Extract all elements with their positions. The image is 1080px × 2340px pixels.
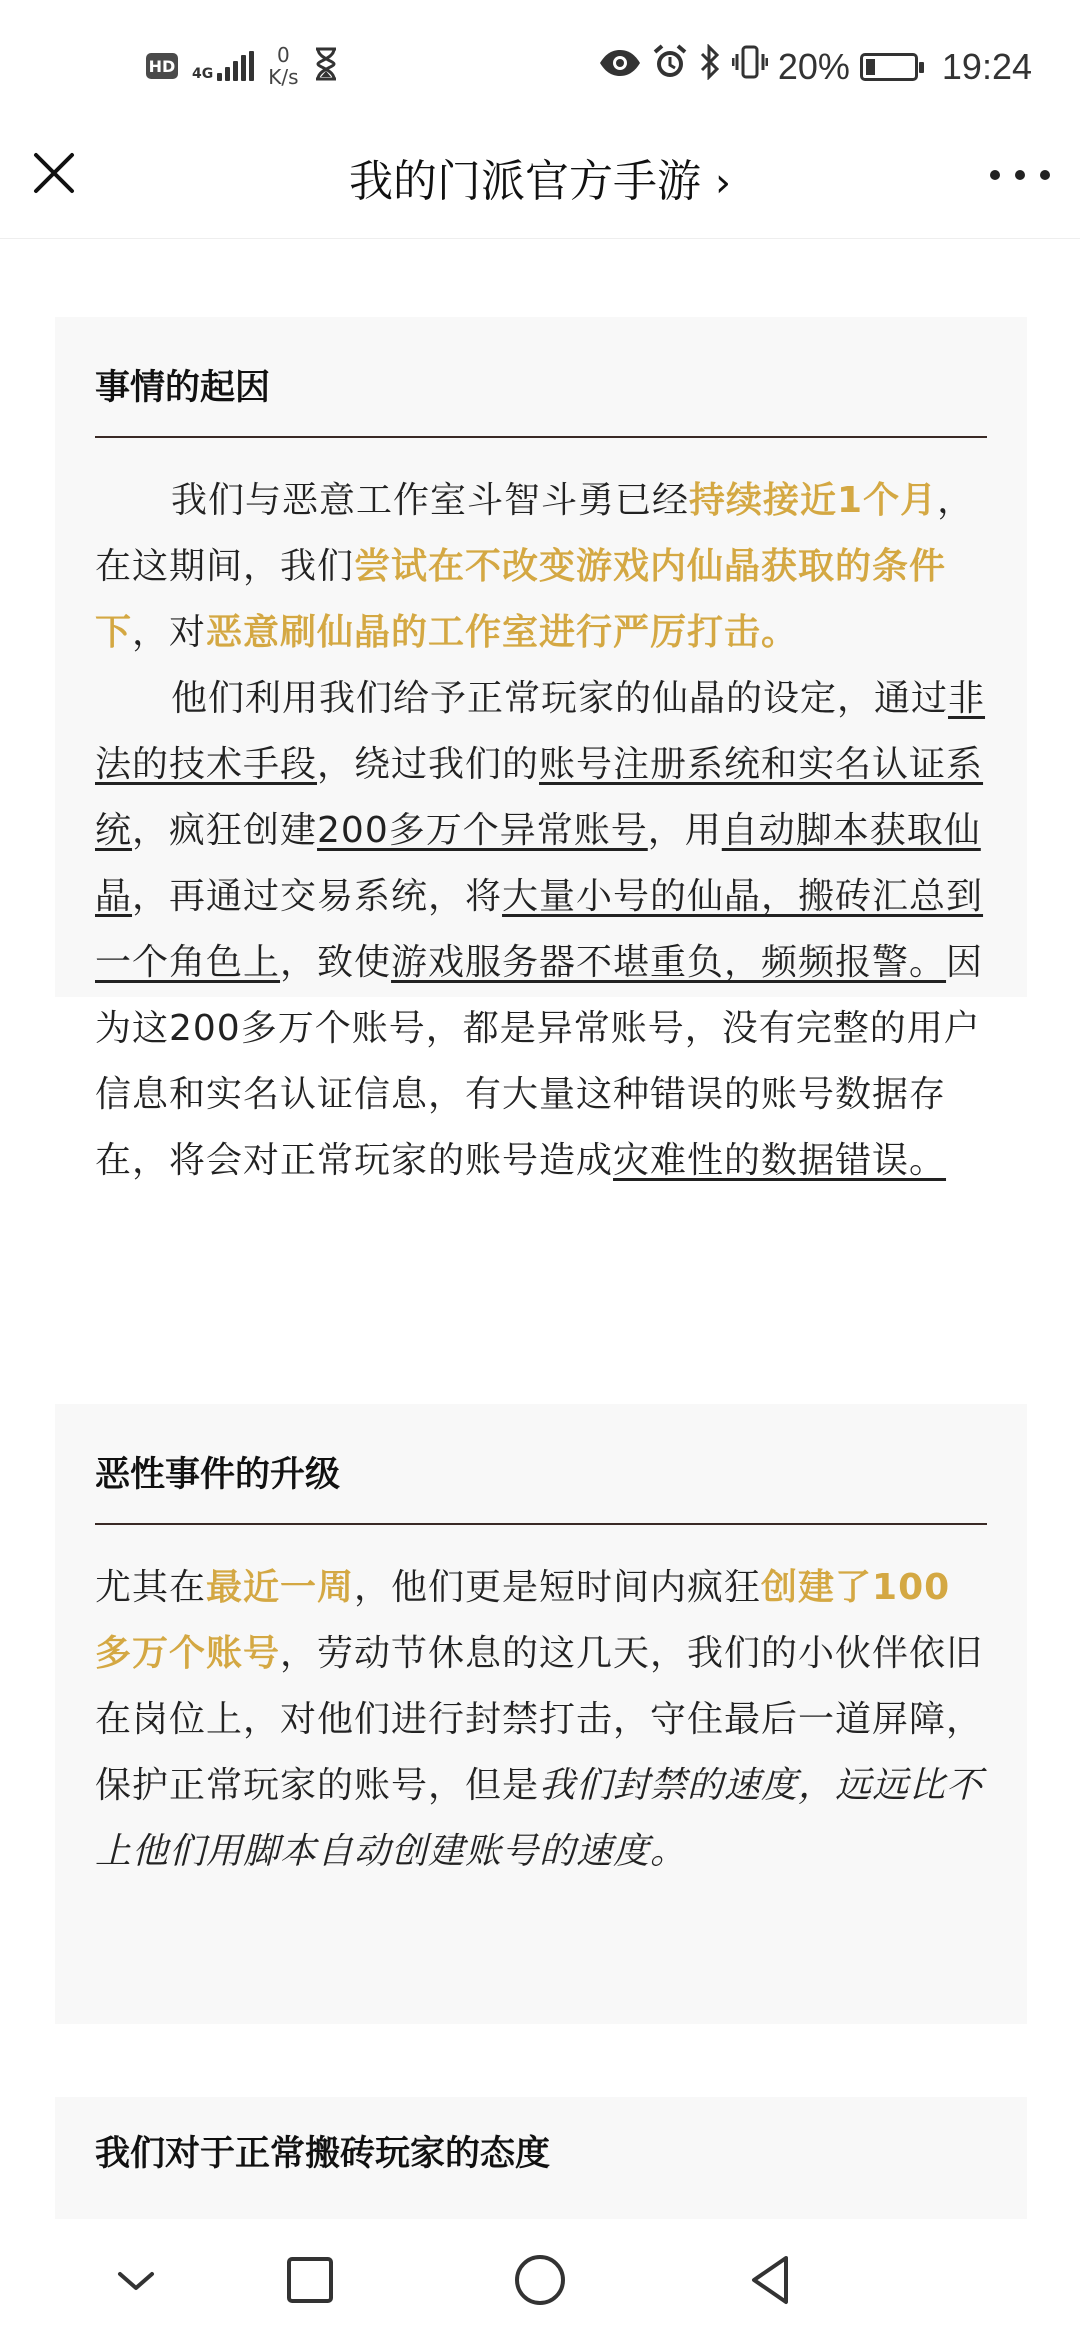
network-type: 4G	[192, 66, 214, 82]
page-title[interactable]	[0, 145, 1080, 209]
paragraph: 他们利用我们给予正常玩家的仙晶的设定，通过非法的技术手段，绕过我们的账号注册系统和实名认证系统，疯狂创建200多万个异常账号，用自动脚本获取仙晶，再通过交易系统，将大量小号的仙晶，搬砖汇总到一个角色上，致使游戏服务器不堪重负，频频报警。因为这200多万个账号，都是异常账号，没有完整的用户信息和实名认证信息，有大量这种错误的账号数据存在，将会对正常玩家的账号造成灾难性的数据错误。	[95, 678, 986, 1181]
section-card-cause	[55, 317, 1027, 1181]
chevron-down-icon	[106, 2250, 166, 2310]
chevron-right-icon: ›	[715, 160, 731, 206]
triangle-back-icon	[740, 2250, 800, 2310]
alarm-icon	[652, 44, 688, 89]
section-body	[95, 1525, 987, 1885]
more-dot	[1015, 170, 1025, 180]
battery-icon	[860, 53, 918, 81]
speed-unit: K/s	[268, 65, 299, 89]
speed-value: 0	[277, 43, 290, 67]
clock: 19:24	[941, 45, 1032, 87]
status-left	[146, 44, 339, 88]
more-button[interactable]	[990, 155, 1050, 195]
signal-icon	[192, 51, 254, 81]
title-bar	[0, 135, 1080, 239]
more-dot	[990, 170, 1000, 180]
paragraph: 我们与恶意工作室斗智斗勇已经持续接近1个月，在这期间，我们尝试在不改变游戏内仙晶获取的条件下，对恶意刷仙晶的工作室进行严厉打击。	[95, 480, 975, 653]
recents-button[interactable]	[280, 2250, 340, 2310]
home-button[interactable]	[510, 2250, 570, 2310]
section-heading: 我们对于正常搬砖玩家的态度	[95, 2134, 551, 2174]
square-icon	[280, 2250, 340, 2310]
back-button[interactable]	[740, 2250, 800, 2310]
section-card-attitude	[55, 2097, 1027, 2219]
hourglass-icon	[313, 47, 339, 85]
status-bar	[0, 0, 1080, 135]
hd-icon: HD	[146, 53, 178, 79]
vibrate-icon	[732, 44, 768, 89]
bluetooth-icon	[698, 44, 722, 89]
title-text: 我的门派官方手游	[349, 156, 701, 207]
network-speed	[268, 44, 298, 88]
circle-icon	[510, 2250, 570, 2310]
more-dot	[1040, 170, 1050, 180]
battery-percent: 20%	[777, 45, 850, 87]
section-heading: 恶性事件的升级	[95, 1404, 987, 1525]
collapse-button[interactable]	[106, 2250, 166, 2310]
system-nav-bar	[0, 2220, 1080, 2340]
paragraph: 尤其在最近一周，他们更是短时间内疯狂创建了100多万个账号，劳动节休息的这几天，我们的小伙伴依旧在岗位上，对他们进行封禁打击，守住最后一道屏障，保护正常玩家的账号，但是我们封禁的速度，远远比不上他们用脚本自动创建账号的速度。	[95, 1567, 984, 1872]
section-body	[95, 438, 987, 1194]
status-right	[598, 44, 1032, 89]
section-card-escalation	[55, 1404, 1027, 2024]
eye-icon	[598, 47, 642, 87]
section-heading: 事情的起因	[95, 317, 987, 438]
article-content[interactable]	[0, 239, 1080, 2219]
